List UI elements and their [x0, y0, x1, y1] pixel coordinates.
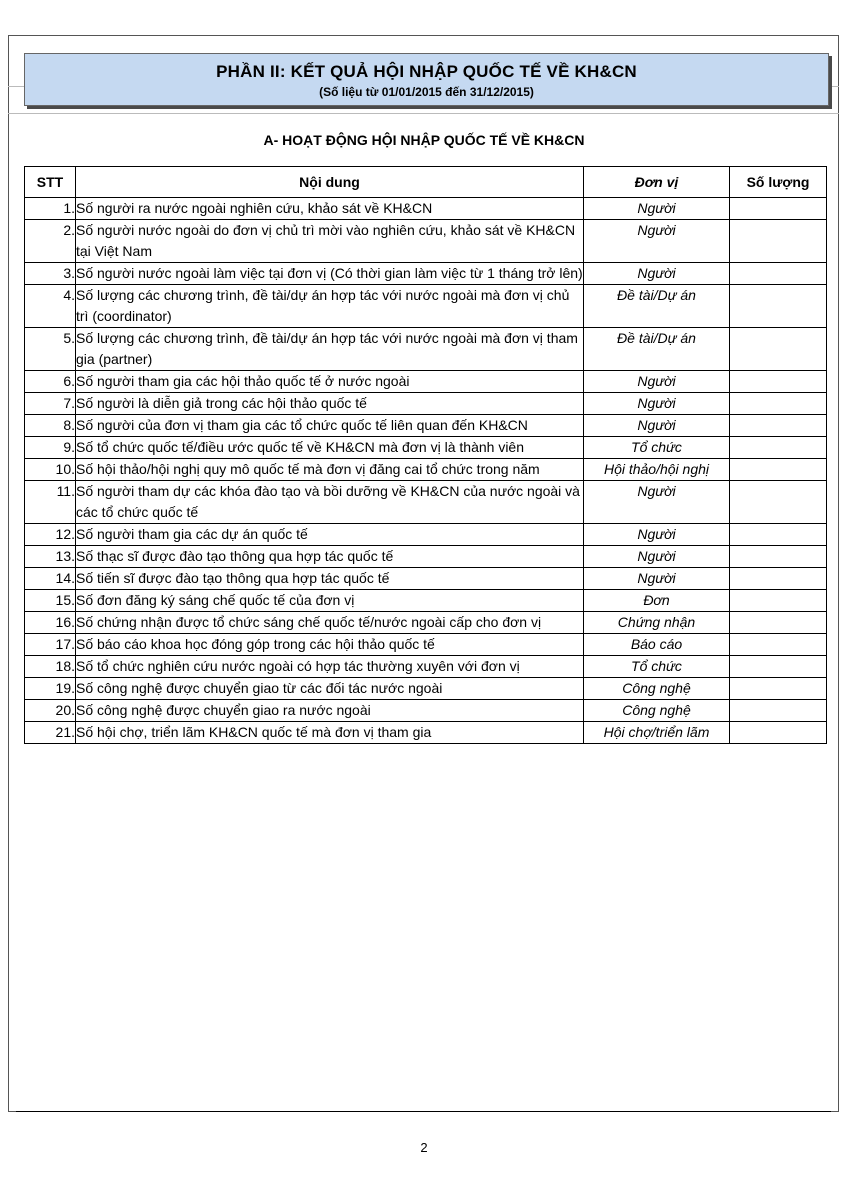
row-number: 4. [25, 285, 76, 328]
table-row [25, 437, 827, 459]
activity-table [24, 166, 827, 744]
row-number: 5. [25, 328, 76, 371]
row-unit: Tổ chức [584, 437, 730, 459]
table-row [25, 546, 827, 568]
row-unit: Người [584, 220, 730, 263]
row-content: Số người của đơn vị tham gia các tổ chức quốc tế liên quan đến KH&CN [76, 415, 584, 437]
row-quantity-cell[interactable] [730, 568, 827, 590]
row-content: Số tổ chức quốc tế/điều ước quốc tế về KH&CN mà đơn vị là thành viên [76, 437, 584, 459]
table-row [25, 722, 827, 744]
table-row [25, 285, 827, 328]
row-number: 11. [25, 481, 76, 524]
row-unit: Đơn [584, 590, 730, 612]
row-content: Số lượng các chương trình, đề tài/dự án hợp tác với nước ngoài mà đơn vị tham gia (partner) [76, 328, 584, 371]
table-row [25, 198, 827, 220]
row-number: 16. [25, 612, 76, 634]
row-unit: Tổ chức [584, 656, 730, 678]
row-content: Số người tham dự các khóa đào tạo và bồi dưỡng về KH&CN của nước ngoài và các tổ chức quốc tế [76, 481, 584, 524]
row-unit: Hội thảo/hội nghị [584, 459, 730, 481]
row-unit: Người [584, 568, 730, 590]
table-row [25, 415, 827, 437]
row-unit: Đề tài/Dự án [584, 328, 730, 371]
row-unit: Người [584, 393, 730, 415]
row-number: 6. [25, 371, 76, 393]
row-number: 19. [25, 678, 76, 700]
table-row [25, 393, 827, 415]
row-unit: Người [584, 481, 730, 524]
row-quantity-cell[interactable] [730, 198, 827, 220]
row-unit: Người [584, 263, 730, 285]
row-content: Số lượng các chương trình, đề tài/dự án hợp tác với nước ngoài mà đơn vị chủ trì (coordinator) [76, 285, 584, 328]
footer-rule [16, 1111, 831, 1112]
row-quantity-cell[interactable] [730, 459, 827, 481]
table-row [25, 634, 827, 656]
table-body [25, 198, 827, 744]
row-quantity-cell[interactable] [730, 524, 827, 546]
row-quantity-cell[interactable] [730, 634, 827, 656]
table-row [25, 263, 827, 285]
row-content: Số người ra nước ngoài nghiên cứu, khảo sát về KH&CN [76, 198, 584, 220]
header-rule-bottom [8, 113, 839, 114]
row-number: 14. [25, 568, 76, 590]
row-unit: Công nghệ [584, 678, 730, 700]
row-quantity-cell[interactable] [730, 590, 827, 612]
row-number: 1. [25, 198, 76, 220]
row-unit: Người [584, 546, 730, 568]
row-content: Số người tham gia các hội thảo quốc tế ở nước ngoài [76, 371, 584, 393]
row-number: 20. [25, 700, 76, 722]
row-unit: Công nghệ [584, 700, 730, 722]
row-quantity-cell[interactable] [730, 328, 827, 371]
row-content: Số chứng nhận được tổ chức sáng chế quốc tế/nước ngoài cấp cho đơn vị [76, 612, 584, 634]
row-number: 21. [25, 722, 76, 744]
row-quantity-cell[interactable] [730, 285, 827, 328]
table-row [25, 656, 827, 678]
section-banner [24, 53, 829, 106]
row-content: Số đơn đăng ký sáng chế quốc tế của đơn vị [76, 590, 584, 612]
column-header-content: Nội dung [76, 167, 584, 198]
row-unit: Người [584, 524, 730, 546]
banner-subtitle: (Số liệu từ 01/01/2015 đến 31/12/2015) [319, 85, 534, 99]
row-number: 13. [25, 546, 76, 568]
table-row [25, 590, 827, 612]
row-number: 15. [25, 590, 76, 612]
row-quantity-cell[interactable] [730, 263, 827, 285]
row-quantity-cell[interactable] [730, 700, 827, 722]
table-row [25, 568, 827, 590]
table-row [25, 524, 827, 546]
row-content: Số thạc sĩ được đào tạo thông qua hợp tác quốc tế [76, 546, 584, 568]
row-quantity-cell[interactable] [730, 437, 827, 459]
row-number: 9. [25, 437, 76, 459]
column-header-stt: STT [25, 167, 76, 198]
row-number: 18. [25, 656, 76, 678]
row-quantity-cell[interactable] [730, 481, 827, 524]
table-row [25, 678, 827, 700]
row-content: Số người là diễn giả trong các hội thảo quốc tế [76, 393, 584, 415]
page-number: 2 [420, 1140, 428, 1155]
row-quantity-cell[interactable] [730, 656, 827, 678]
row-quantity-cell[interactable] [730, 393, 827, 415]
row-number: 7. [25, 393, 76, 415]
row-unit: Người [584, 371, 730, 393]
table-row [25, 481, 827, 524]
table-row [25, 700, 827, 722]
section-title: A- HOẠT ĐỘNG HỘI NHẬP QUỐC TẾ VỀ KH&CN [263, 132, 585, 148]
table-row [25, 371, 827, 393]
row-number: 10. [25, 459, 76, 481]
row-number: 17. [25, 634, 76, 656]
row-quantity-cell[interactable] [730, 546, 827, 568]
row-number: 12. [25, 524, 76, 546]
row-unit: Người [584, 198, 730, 220]
row-number: 3. [25, 263, 76, 285]
table-row [25, 328, 827, 371]
row-content: Số tiến sĩ được đào tạo thông qua hợp tác quốc tế [76, 568, 584, 590]
table-row [25, 459, 827, 481]
row-content: Số người nước ngoài do đơn vị chủ trì mời vào nghiên cứu, khảo sát về KH&CN tại Việt Nam [76, 220, 584, 263]
row-unit: Chứng nhận [584, 612, 730, 634]
row-quantity-cell[interactable] [730, 612, 827, 634]
row-quantity-cell[interactable] [730, 415, 827, 437]
row-content: Số báo cáo khoa học đóng góp trong các hội thảo quốc tế [76, 634, 584, 656]
row-content: Số hội thảo/hội nghị quy mô quốc tế mà đơn vị đăng cai tổ chức trong năm [76, 459, 584, 481]
row-number: 8. [25, 415, 76, 437]
row-number: 2. [25, 220, 76, 263]
table-row [25, 220, 827, 263]
row-content: Số người nước ngoài làm việc tại đơn vị (Có thời gian làm việc từ 1 tháng trở lên) [76, 263, 584, 285]
row-content: Số công nghệ được chuyển giao từ các đối tác nước ngoài [76, 678, 584, 700]
row-unit: Báo cáo [584, 634, 730, 656]
column-header-unit: Đơn vị [584, 167, 730, 198]
row-content: Số tổ chức nghiên cứu nước ngoài có hợp tác thường xuyên với đơn vị [76, 656, 584, 678]
table-row [25, 612, 827, 634]
row-quantity-cell[interactable] [730, 722, 827, 744]
row-quantity-cell[interactable] [730, 678, 827, 700]
row-content: Số người tham gia các dự án quốc tế [76, 524, 584, 546]
row-unit: Hội chợ/triển lãm [584, 722, 730, 744]
row-content: Số hội chợ, triển lãm KH&CN quốc tế mà đơn vị tham gia [76, 722, 584, 744]
row-quantity-cell[interactable] [730, 220, 827, 263]
row-unit: Đề tài/Dự án [584, 285, 730, 328]
row-unit: Người [584, 415, 730, 437]
row-quantity-cell[interactable] [730, 371, 827, 393]
table-header-row [25, 167, 827, 198]
row-content: Số công nghệ được chuyển giao ra nước ngoài [76, 700, 584, 722]
column-header-quantity: Số lượng [730, 167, 827, 198]
banner-title: PHẦN II: KẾT QUẢ HỘI NHẬP QUỐC TẾ VỀ KH&CN [216, 62, 637, 81]
